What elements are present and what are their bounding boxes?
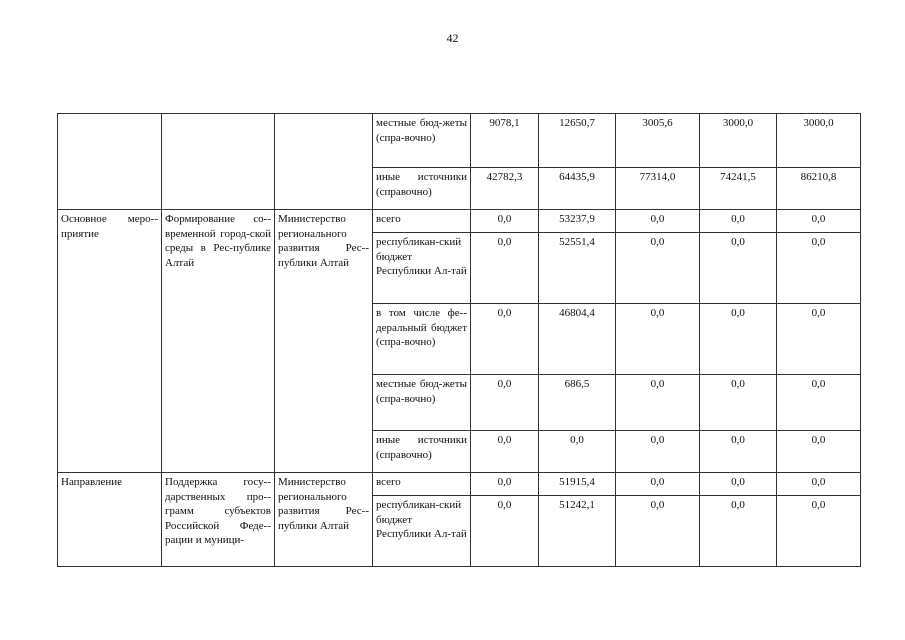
value-text: 0,0 [650,236,665,248]
value-cell [616,114,700,168]
value-cell [700,304,777,375]
value-text: 0,0 [811,434,826,446]
value-text: 51242,1 [559,499,595,511]
value-cell [616,210,700,233]
funding-source-cell: местные бюд-жеты (спра-вочно) [373,114,471,168]
value-cell [700,114,777,168]
value-text: 0,0 [811,378,826,390]
value-text: 0,0 [650,476,665,488]
value-cell [471,233,539,304]
event-name-cell: Формирование со-временной город-ской среды в Рес-публике Алтай [162,210,275,473]
value-cell [777,114,861,168]
value-cell [471,114,539,168]
value-text: 77314,0 [639,171,676,183]
value-text: 0,0 [650,213,665,225]
value-cell [471,168,539,210]
value-cell [539,431,616,473]
event-name-cell: Поддержка госу-дарственных про-грамм субъектов Российской Феде-рации и муници- [162,473,275,567]
value-cell [539,473,616,496]
value-cell [616,375,700,431]
funding-source-cell: местные бюд-жеты (спра-вочно) [373,375,471,431]
table-row [58,210,861,233]
value-cell [700,473,777,496]
value-cell [616,233,700,304]
value-cell [471,496,539,567]
value-cell [777,304,861,375]
value-cell [777,375,861,431]
value-cell [700,233,777,304]
value-text: 53237,9 [559,213,595,225]
value-cell [700,168,777,210]
funding-source-cell: иные источники (справочно) [373,431,471,473]
value-text: 0,0 [731,499,745,511]
value-cell [777,233,861,304]
executor-cell [275,114,373,210]
table-row [58,114,861,168]
value-text: 74241,5 [720,171,756,183]
value-cell [539,233,616,304]
table-row [58,473,861,496]
value-text: 0,0 [650,378,665,390]
budget-table [57,113,861,567]
value-cell [616,431,700,473]
value-text: 12650,7 [559,117,595,129]
value-cell [700,210,777,233]
value-text: 0,0 [811,476,826,488]
value-text: 0,0 [570,434,584,446]
value-text: 0,0 [731,307,745,319]
funding-source-cell: республикан-ский бюджет Республики Ал-тай [373,233,471,304]
event-name-cell [162,114,275,210]
value-text: 0,0 [497,236,512,248]
value-cell [700,496,777,567]
value-cell [539,114,616,168]
value-cell [616,304,700,375]
value-cell [616,496,700,567]
value-text: 0,0 [497,499,512,511]
value-cell [539,304,616,375]
value-text: 0,0 [811,499,826,511]
value-text: 0,0 [650,434,665,446]
value-text: 3000,0 [722,117,754,129]
page-number: 42 [446,31,459,45]
funding-source-cell: всего [373,473,471,496]
value-text: 9078,1 [489,117,520,129]
value-text: 42782,3 [486,171,523,183]
value-text: 686,5 [564,378,590,390]
value-text: 3000,0 [803,117,834,129]
value-text: 86210,8 [800,171,837,183]
value-text: 0,0 [731,236,745,248]
value-text: 0,0 [731,434,745,446]
event-type-cell: Направление [58,473,162,567]
value-text: 0,0 [811,213,826,225]
value-cell [700,431,777,473]
value-cell [539,210,616,233]
value-text: 51915,4 [559,476,595,488]
value-text: 0,0 [731,476,745,488]
value-cell [616,473,700,496]
value-cell [471,210,539,233]
value-cell [471,431,539,473]
budget-table-body [58,114,861,567]
value-text: 0,0 [731,213,745,225]
value-cell [539,375,616,431]
value-text: 52551,4 [559,236,595,248]
value-text: 0,0 [497,434,512,446]
event-type-cell [58,114,162,210]
funding-source-cell: иные источники (справочно) [373,168,471,210]
value-text: 3005,6 [642,117,673,129]
value-text: 0,0 [497,213,512,225]
value-text: 64435,9 [559,171,595,183]
funding-source-cell: всего [373,210,471,233]
event-type-cell: Основное меро-приятие [58,210,162,473]
value-cell [777,210,861,233]
value-cell [471,304,539,375]
value-cell [471,375,539,431]
value-cell [777,168,861,210]
value-text: 46804,4 [559,307,595,319]
value-cell [471,473,539,496]
value-text: 0,0 [497,307,512,319]
value-text: 0,0 [650,499,665,511]
value-text: 0,0 [811,307,826,319]
value-cell [777,496,861,567]
value-cell [777,473,861,496]
value-text: 0,0 [731,378,745,390]
funding-source-cell: республикан-ский бюджет Республики Ал-тай [373,496,471,567]
funding-source-cell: в том числе фе-деральный бюджет (спра-вочно) [373,304,471,375]
value-cell [616,168,700,210]
value-cell [700,375,777,431]
value-cell [777,431,861,473]
value-cell [539,496,616,567]
value-cell [539,168,616,210]
executor-cell: Министерство регионального развития Рес-публики Алтай [275,210,373,473]
executor-cell: Министерство регионального развития Рес-публики Алтай [275,473,373,567]
value-text: 0,0 [497,378,512,390]
value-text: 0,0 [650,307,665,319]
value-text: 0,0 [497,476,512,488]
value-text: 0,0 [811,236,826,248]
